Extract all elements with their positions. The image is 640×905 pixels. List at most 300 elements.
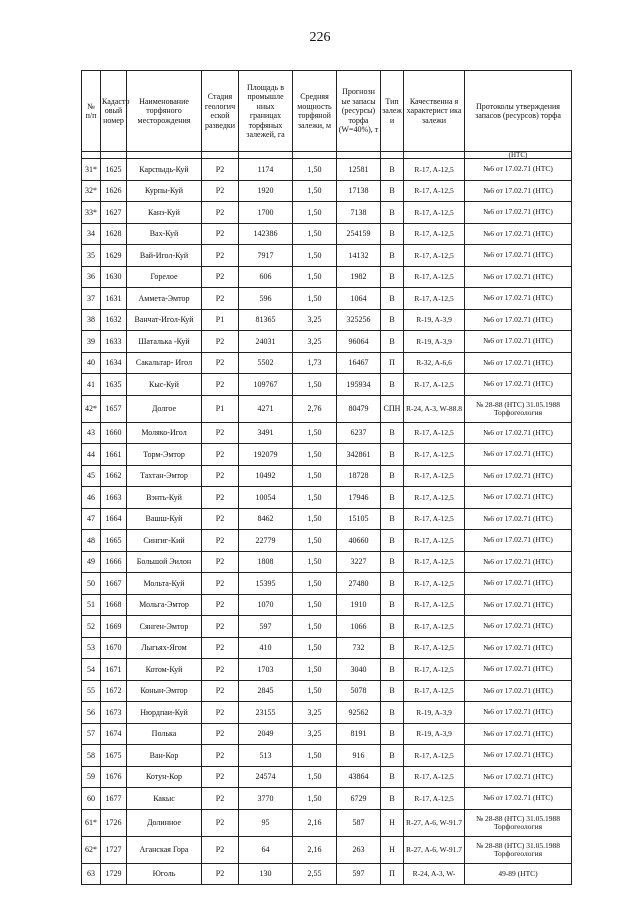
cell-protocol: №6 от 17.02.71 (НТС)	[465, 637, 572, 659]
cell-row-number: 50	[82, 573, 101, 595]
cell-deposit-type: Н	[381, 836, 404, 863]
table-row	[82, 723, 572, 745]
table-row	[82, 487, 572, 509]
cell-cadastral-number: 1662	[101, 465, 127, 487]
cell-protocol: №6 от 17.02.71 (НТС)	[465, 245, 572, 267]
cell-average-thickness: 1,50	[293, 680, 337, 702]
cell-average-thickness: 1,50	[293, 245, 337, 267]
cell-quality: R-17, A-12,5	[404, 288, 465, 310]
cell-forecast-reserves: 3040	[337, 659, 381, 681]
cell-area: 22779	[239, 530, 293, 552]
cell-exploration-stage: Р2	[202, 245, 239, 267]
cell-row-number: 56	[82, 702, 101, 724]
cell-average-thickness: 1,50	[293, 223, 337, 245]
table-row	[82, 594, 572, 616]
cell-exploration-stage: Р2	[202, 863, 239, 885]
cell-average-thickness: 1,50	[293, 637, 337, 659]
cell-deposit-name: Моляко-Игол	[127, 422, 202, 444]
cell-deposit-name: Мольга-Эмтор	[127, 594, 202, 616]
cell-deposit-type: В	[381, 422, 404, 444]
cell-cadastral-number: 1660	[101, 422, 127, 444]
cell-deposit-name: Аганская Гора	[127, 836, 202, 863]
cell-forecast-reserves: 916	[337, 745, 381, 767]
cell-row-number: 58	[82, 745, 101, 767]
cell-average-thickness: 1,50	[293, 616, 337, 638]
cell-deposit-type: Н	[381, 809, 404, 836]
cell-exploration-stage: Р2	[202, 374, 239, 396]
cell-quality: R-17, A-12,5	[404, 788, 465, 810]
cell-deposit-type: В	[381, 288, 404, 310]
table-row	[82, 616, 572, 638]
table-row	[82, 508, 572, 530]
cell-deposit-name: Тахтан-Эмтор	[127, 465, 202, 487]
cell-average-thickness: 2,76	[293, 395, 337, 422]
cell-exploration-stage: Р2	[202, 487, 239, 509]
table-row	[82, 465, 572, 487]
cell-quality: R-19, A-3,9	[404, 702, 465, 724]
cell-exploration-stage: Р2	[202, 266, 239, 288]
cell-area: 64	[239, 836, 293, 863]
cell-area: 23155	[239, 702, 293, 724]
table-row	[82, 702, 572, 724]
cell-exploration-stage: Р2	[202, 680, 239, 702]
cell-row-number: 54	[82, 659, 101, 681]
cell-cadastral-number: 1671	[101, 659, 127, 681]
cell-protocol: №6 от 17.02.71 (НТС)	[465, 266, 572, 288]
cell-deposit-type: В	[381, 745, 404, 767]
cell-deposit-type: П	[381, 352, 404, 374]
cell-area: 5502	[239, 352, 293, 374]
page-number: 226	[309, 30, 331, 45]
cell-row-number: 46	[82, 487, 101, 509]
cell-area: 24574	[239, 766, 293, 788]
cell-cadastral-number: 1665	[101, 530, 127, 552]
cell-quality: R-17, A-12,5	[404, 444, 465, 466]
cell-average-thickness: 2,16	[293, 836, 337, 863]
table-row	[82, 788, 572, 810]
cell-area: 1808	[239, 551, 293, 573]
cell-quality: R-17, A-12,5	[404, 551, 465, 573]
cell-quality: R-17, A-12,5	[404, 266, 465, 288]
cell-exploration-stage: Р2	[202, 422, 239, 444]
cell-deposit-name: Долгое	[127, 395, 202, 422]
cell-forecast-reserves: 597	[337, 863, 381, 885]
cell-protocol: №6 от 17.02.71 (НТС)	[465, 616, 572, 638]
cell-quality: R-17, A-12,5	[404, 202, 465, 224]
cell-deposit-type: В	[381, 659, 404, 681]
cell-exploration-stage: Р2	[202, 465, 239, 487]
table-row	[82, 223, 572, 245]
cell-protocol: №6 от 17.02.71 (НТС)	[465, 723, 572, 745]
cell-deposit-name: Лыгьях-Ягом	[127, 637, 202, 659]
cell-forecast-reserves: 195934	[337, 374, 381, 396]
cell-cadastral-number: 1668	[101, 594, 127, 616]
cell-average-thickness: 3,25	[293, 702, 337, 724]
cell-cadastral-number: 1670	[101, 637, 127, 659]
cell-cadastral-number: 1672	[101, 680, 127, 702]
cell-deposit-name: Аммета-Эмтор	[127, 288, 202, 310]
cell-average-thickness: 1,50	[293, 508, 337, 530]
cell-protocol: №6 от 17.02.71 (НТС)	[465, 530, 572, 552]
table-row	[82, 395, 572, 422]
cell-quality: R-17, A-12,5	[404, 465, 465, 487]
table-row	[82, 202, 572, 224]
cell-deposit-type: В	[381, 766, 404, 788]
cell-forecast-reserves: 1910	[337, 594, 381, 616]
cell-average-thickness: 1,50	[293, 288, 337, 310]
cell-exploration-stage: Р2	[202, 723, 239, 745]
cell-deposit-name: Юголь	[127, 863, 202, 885]
cell-deposit-type: В	[381, 723, 404, 745]
cell-average-thickness: 1,50	[293, 266, 337, 288]
cell-area: 95	[239, 809, 293, 836]
cell-cadastral-number: 1674	[101, 723, 127, 745]
cell-deposit-type: В	[381, 508, 404, 530]
cell-area: 1920	[239, 180, 293, 202]
cell-protocol: №6 от 17.02.71 (НТС)	[465, 766, 572, 788]
cell-forecast-reserves: 6729	[337, 788, 381, 810]
cell-area: 3770	[239, 788, 293, 810]
cell-cadastral-number: 1661	[101, 444, 127, 466]
cell-exploration-stage: Р2	[202, 508, 239, 530]
cell-row-number: 59	[82, 766, 101, 788]
cell-protocol: №6 от 17.02.71 (НТС)	[465, 202, 572, 224]
cell-exploration-stage: Р2	[202, 444, 239, 466]
cell-quality: R-17, A-12,5	[404, 659, 465, 681]
cell-deposit-name: Ванчат-Игол-Куй	[127, 309, 202, 331]
cell-row-number: 31*	[82, 159, 101, 181]
cell-deposit-name: Мольта-Куй	[127, 573, 202, 595]
cell-forecast-reserves: 1066	[337, 616, 381, 638]
cell-cadastral-number: 1627	[101, 202, 127, 224]
table-row	[82, 159, 572, 181]
cell-quality: R-17, A-12,5	[404, 245, 465, 267]
cell-protocol: №6 от 17.02.71 (НТС)	[465, 573, 572, 595]
cell-cadastral-number: 1666	[101, 551, 127, 573]
table-row	[82, 266, 572, 288]
header-area: Площадь в промышле нных границах торфяных залежей, га	[239, 71, 293, 152]
cell-area: 596	[239, 288, 293, 310]
cell-cadastral-number: 1664	[101, 508, 127, 530]
cell-row-number: 60	[82, 788, 101, 810]
cell-quality: R-17, A-12,5	[404, 594, 465, 616]
cell-quality: R-19, A-3,9	[404, 723, 465, 745]
cell-exploration-stage: Р2	[202, 745, 239, 767]
cell-protocol: №6 от 17.02.71 (НТС)	[465, 745, 572, 767]
cell-area: 142386	[239, 223, 293, 245]
cell-exploration-stage: Р1	[202, 309, 239, 331]
cell-cadastral-number: 1625	[101, 159, 127, 181]
cell-forecast-reserves: 15105	[337, 508, 381, 530]
cell-protocol: №6 от 17.02.71 (НТС)	[465, 487, 572, 509]
cell-average-thickness: 1,50	[293, 444, 337, 466]
cell-average-thickness: 1,50	[293, 659, 337, 681]
header-protocols: Протоколы утверждения запасов (ресурсов) торфа	[465, 71, 572, 152]
table-row	[82, 530, 572, 552]
cell-deposit-name: Карспыдь-Куй	[127, 159, 202, 181]
cell-exploration-stage: Р2	[202, 551, 239, 573]
cell-forecast-reserves: 14132	[337, 245, 381, 267]
cell-deposit-name: Ван-Кор	[127, 745, 202, 767]
cell-quality: R-19, A-3,9	[404, 331, 465, 353]
cell-cadastral-number: 1634	[101, 352, 127, 374]
cell-deposit-name: Канз-Куй	[127, 202, 202, 224]
cell-average-thickness: 1,50	[293, 573, 337, 595]
table-row	[82, 551, 572, 573]
cell-forecast-reserves: 8191	[337, 723, 381, 745]
cell-quality: R-17, A-12,5	[404, 487, 465, 509]
cell-cadastral-number: 1667	[101, 573, 127, 595]
cell-deposit-name: Большой Эилон	[127, 551, 202, 573]
cell-quality: R-17, A-12,5	[404, 180, 465, 202]
cell-row-number: 63	[82, 863, 101, 885]
cell-exploration-stage: Р2	[202, 288, 239, 310]
cell-quality: R-17, A-12,5	[404, 637, 465, 659]
cell-quality: R-17, A-12,5	[404, 766, 465, 788]
continuation-protocol: (НТС)	[465, 152, 572, 159]
peat-deposits-table	[81, 70, 572, 885]
cell-deposit-type: В	[381, 465, 404, 487]
cell-row-number: 39	[82, 331, 101, 353]
cell-deposit-type: П	[381, 863, 404, 885]
cell-deposit-name: Торм-Эмтор	[127, 444, 202, 466]
cell-quality: R-17, A-12,5	[404, 745, 465, 767]
cell-deposit-type: В	[381, 202, 404, 224]
cell-exploration-stage: Р2	[202, 836, 239, 863]
cell-protocol: №6 от 17.02.71 (НТС)	[465, 508, 572, 530]
cell-row-number: 32*	[82, 180, 101, 202]
cell-deposit-name: Нюрдпаи-Куй	[127, 702, 202, 724]
cell-deposit-name: Конын-Эмтор	[127, 680, 202, 702]
cell-exploration-stage: Р2	[202, 594, 239, 616]
cell-protocol: № 28-88 (НТС) 31.05.1988 Торфогеология	[465, 395, 572, 422]
cell-area: 2049	[239, 723, 293, 745]
cell-quality: R-17, A-12,5	[404, 616, 465, 638]
cell-cadastral-number: 1628	[101, 223, 127, 245]
cell-average-thickness: 1,50	[293, 159, 337, 181]
cell-cadastral-number: 1632	[101, 309, 127, 331]
cell-protocol: №6 от 17.02.71 (НТС)	[465, 374, 572, 396]
cell-deposit-name: Котун-Кор	[127, 766, 202, 788]
cell-quality: R-17, A-12,5	[404, 530, 465, 552]
cell-exploration-stage: Р2	[202, 788, 239, 810]
cell-row-number: 52	[82, 616, 101, 638]
cell-exploration-stage: Р2	[202, 573, 239, 595]
table-row	[82, 809, 572, 836]
cell-exploration-stage: Р2	[202, 180, 239, 202]
table-row	[82, 352, 572, 374]
cell-area: 597	[239, 616, 293, 638]
table-row	[82, 637, 572, 659]
cell-protocol: №6 от 17.02.71 (НТС)	[465, 223, 572, 245]
cell-cadastral-number: 1635	[101, 374, 127, 396]
cell-row-number: 44	[82, 444, 101, 466]
cell-deposit-name: Какыс	[127, 788, 202, 810]
cell-forecast-reserves: 587	[337, 809, 381, 836]
cell-exploration-stage: Р2	[202, 616, 239, 638]
cell-forecast-reserves: 1982	[337, 266, 381, 288]
cell-exploration-stage: Р2	[202, 202, 239, 224]
table-row	[82, 659, 572, 681]
cell-average-thickness: 2,16	[293, 809, 337, 836]
cell-deposit-type: В	[381, 331, 404, 353]
cell-forecast-reserves: 6237	[337, 422, 381, 444]
cell-row-number: 35	[82, 245, 101, 267]
cell-area: 1174	[239, 159, 293, 181]
cell-row-number: 36	[82, 266, 101, 288]
table-row	[82, 836, 572, 863]
table-row	[82, 863, 572, 885]
cell-cadastral-number: 1669	[101, 616, 127, 638]
cell-row-number: 53	[82, 637, 101, 659]
cell-deposit-name: Вах-Куй	[127, 223, 202, 245]
cell-protocol: №6 от 17.02.71 (НТС)	[465, 159, 572, 181]
cell-deposit-type: В	[381, 309, 404, 331]
cell-protocol: №6 от 17.02.71 (НТС)	[465, 788, 572, 810]
cell-average-thickness: 3,25	[293, 331, 337, 353]
cell-forecast-reserves: 18728	[337, 465, 381, 487]
cell-exploration-stage: Р2	[202, 659, 239, 681]
cell-row-number: 62*	[82, 836, 101, 863]
cell-forecast-reserves: 342861	[337, 444, 381, 466]
cell-protocol: №6 от 17.02.71 (НТС)	[465, 680, 572, 702]
cell-quality: R-27, A-6, W-91.7	[404, 836, 465, 863]
cell-area: 10492	[239, 465, 293, 487]
cell-cadastral-number: 1630	[101, 266, 127, 288]
table-row	[82, 309, 572, 331]
cell-average-thickness: 1,50	[293, 766, 337, 788]
header-cadastral-number: Кадастр овый номер	[101, 71, 127, 152]
cell-cadastral-number: 1726	[101, 809, 127, 836]
cell-deposit-name: Курпы-Куй	[127, 180, 202, 202]
cell-area: 8462	[239, 508, 293, 530]
cell-exploration-stage: Р2	[202, 637, 239, 659]
cell-row-number: 38	[82, 309, 101, 331]
cell-quality: R-17, A-12,5	[404, 508, 465, 530]
cell-row-number: 33*	[82, 202, 101, 224]
cell-forecast-reserves: 80479	[337, 395, 381, 422]
cell-deposit-type: В	[381, 788, 404, 810]
cell-average-thickness: 1,50	[293, 374, 337, 396]
table-row	[82, 573, 572, 595]
header-forecast-reserves: Прогнозн ые запасы (ресурсы) торфа (W=40%), т	[337, 71, 381, 152]
header-deposit-name: Наименование торфяного месторождения	[127, 71, 202, 152]
cell-area: 4271	[239, 395, 293, 422]
cell-forecast-reserves: 5078	[337, 680, 381, 702]
cell-cadastral-number: 1663	[101, 487, 127, 509]
cell-protocol: №6 от 17.02.71 (НТС)	[465, 465, 572, 487]
cell-deposit-type: В	[381, 530, 404, 552]
cell-area: 7917	[239, 245, 293, 267]
cell-exploration-stage: Р1	[202, 395, 239, 422]
cell-row-number: 57	[82, 723, 101, 745]
cell-protocol: №6 от 17.02.71 (НТС)	[465, 444, 572, 466]
cell-area: 1703	[239, 659, 293, 681]
cell-deposit-name: Вэнть-Куй	[127, 487, 202, 509]
cell-protocol: № 28-88 (НТС) 31.05.1988 Торфогеология	[465, 836, 572, 863]
cell-deposit-type: В	[381, 594, 404, 616]
cell-row-number: 49	[82, 551, 101, 573]
cell-area: 15395	[239, 573, 293, 595]
table-row	[82, 444, 572, 466]
cell-area: 606	[239, 266, 293, 288]
cell-forecast-reserves: 1064	[337, 288, 381, 310]
table-row	[82, 331, 572, 353]
cell-exploration-stage: Р2	[202, 352, 239, 374]
cell-average-thickness: 3,25	[293, 723, 337, 745]
cell-row-number: 45	[82, 465, 101, 487]
cell-area: 24031	[239, 331, 293, 353]
cell-deposit-name: Шаталька -Куй	[127, 331, 202, 353]
table-row	[82, 288, 572, 310]
cell-cadastral-number: 1629	[101, 245, 127, 267]
table-row	[82, 745, 572, 767]
cell-forecast-reserves: 17138	[337, 180, 381, 202]
cell-average-thickness: 1,50	[293, 180, 337, 202]
cell-row-number: 37	[82, 288, 101, 310]
cell-average-thickness: 1,50	[293, 594, 337, 616]
cell-quality: R-24, A-3, W-	[404, 863, 465, 885]
cell-deposit-name: Горелое	[127, 266, 202, 288]
cell-row-number: 51	[82, 594, 101, 616]
cell-deposit-name: Вай-Игол-Куй	[127, 245, 202, 267]
cell-exploration-stage: Р2	[202, 702, 239, 724]
cell-deposit-type: В	[381, 487, 404, 509]
cell-exploration-stage: Р2	[202, 766, 239, 788]
header-quality: Качественна я характерист ика залежи	[404, 71, 465, 152]
cell-average-thickness: 1,50	[293, 551, 337, 573]
cell-exploration-stage: Р2	[202, 159, 239, 181]
cell-area: 410	[239, 637, 293, 659]
table-row	[82, 422, 572, 444]
cell-forecast-reserves: 3227	[337, 551, 381, 573]
cell-deposit-name: Полька	[127, 723, 202, 745]
cell-exploration-stage: Р2	[202, 331, 239, 353]
cell-protocol: №6 от 17.02.71 (НТС)	[465, 352, 572, 374]
cell-row-number: 48	[82, 530, 101, 552]
cell-deposit-type: В	[381, 266, 404, 288]
cell-deposit-name: Вашш-Куй	[127, 508, 202, 530]
cell-cadastral-number: 1673	[101, 702, 127, 724]
cell-deposit-name: Котом-Куй	[127, 659, 202, 681]
cell-area: 10054	[239, 487, 293, 509]
cell-area: 513	[239, 745, 293, 767]
cell-cadastral-number: 1675	[101, 745, 127, 767]
cell-area: 3491	[239, 422, 293, 444]
cell-cadastral-number: 1657	[101, 395, 127, 422]
cell-average-thickness: 3,25	[293, 309, 337, 331]
cell-deposit-type: СПН	[381, 395, 404, 422]
cell-area: 81365	[239, 309, 293, 331]
table-row	[82, 680, 572, 702]
cell-protocol: №6 от 17.02.71 (НТС)	[465, 659, 572, 681]
table-header-row	[82, 71, 572, 152]
cell-row-number: 42*	[82, 395, 101, 422]
cell-average-thickness: 1,50	[293, 745, 337, 767]
cell-deposit-type: В	[381, 444, 404, 466]
cell-quality: R-27, A-6, W-91.7	[404, 809, 465, 836]
table-row	[82, 180, 572, 202]
cell-cadastral-number: 1631	[101, 288, 127, 310]
cell-deposit-type: В	[381, 245, 404, 267]
cell-row-number: 40	[82, 352, 101, 374]
table-row	[82, 374, 572, 396]
continuation-row	[82, 152, 572, 159]
table-row	[82, 766, 572, 788]
cell-protocol: №6 от 17.02.71 (НТС)	[465, 331, 572, 353]
cell-forecast-reserves: 16467	[337, 352, 381, 374]
cell-quality: R-19, A-3,9	[404, 309, 465, 331]
